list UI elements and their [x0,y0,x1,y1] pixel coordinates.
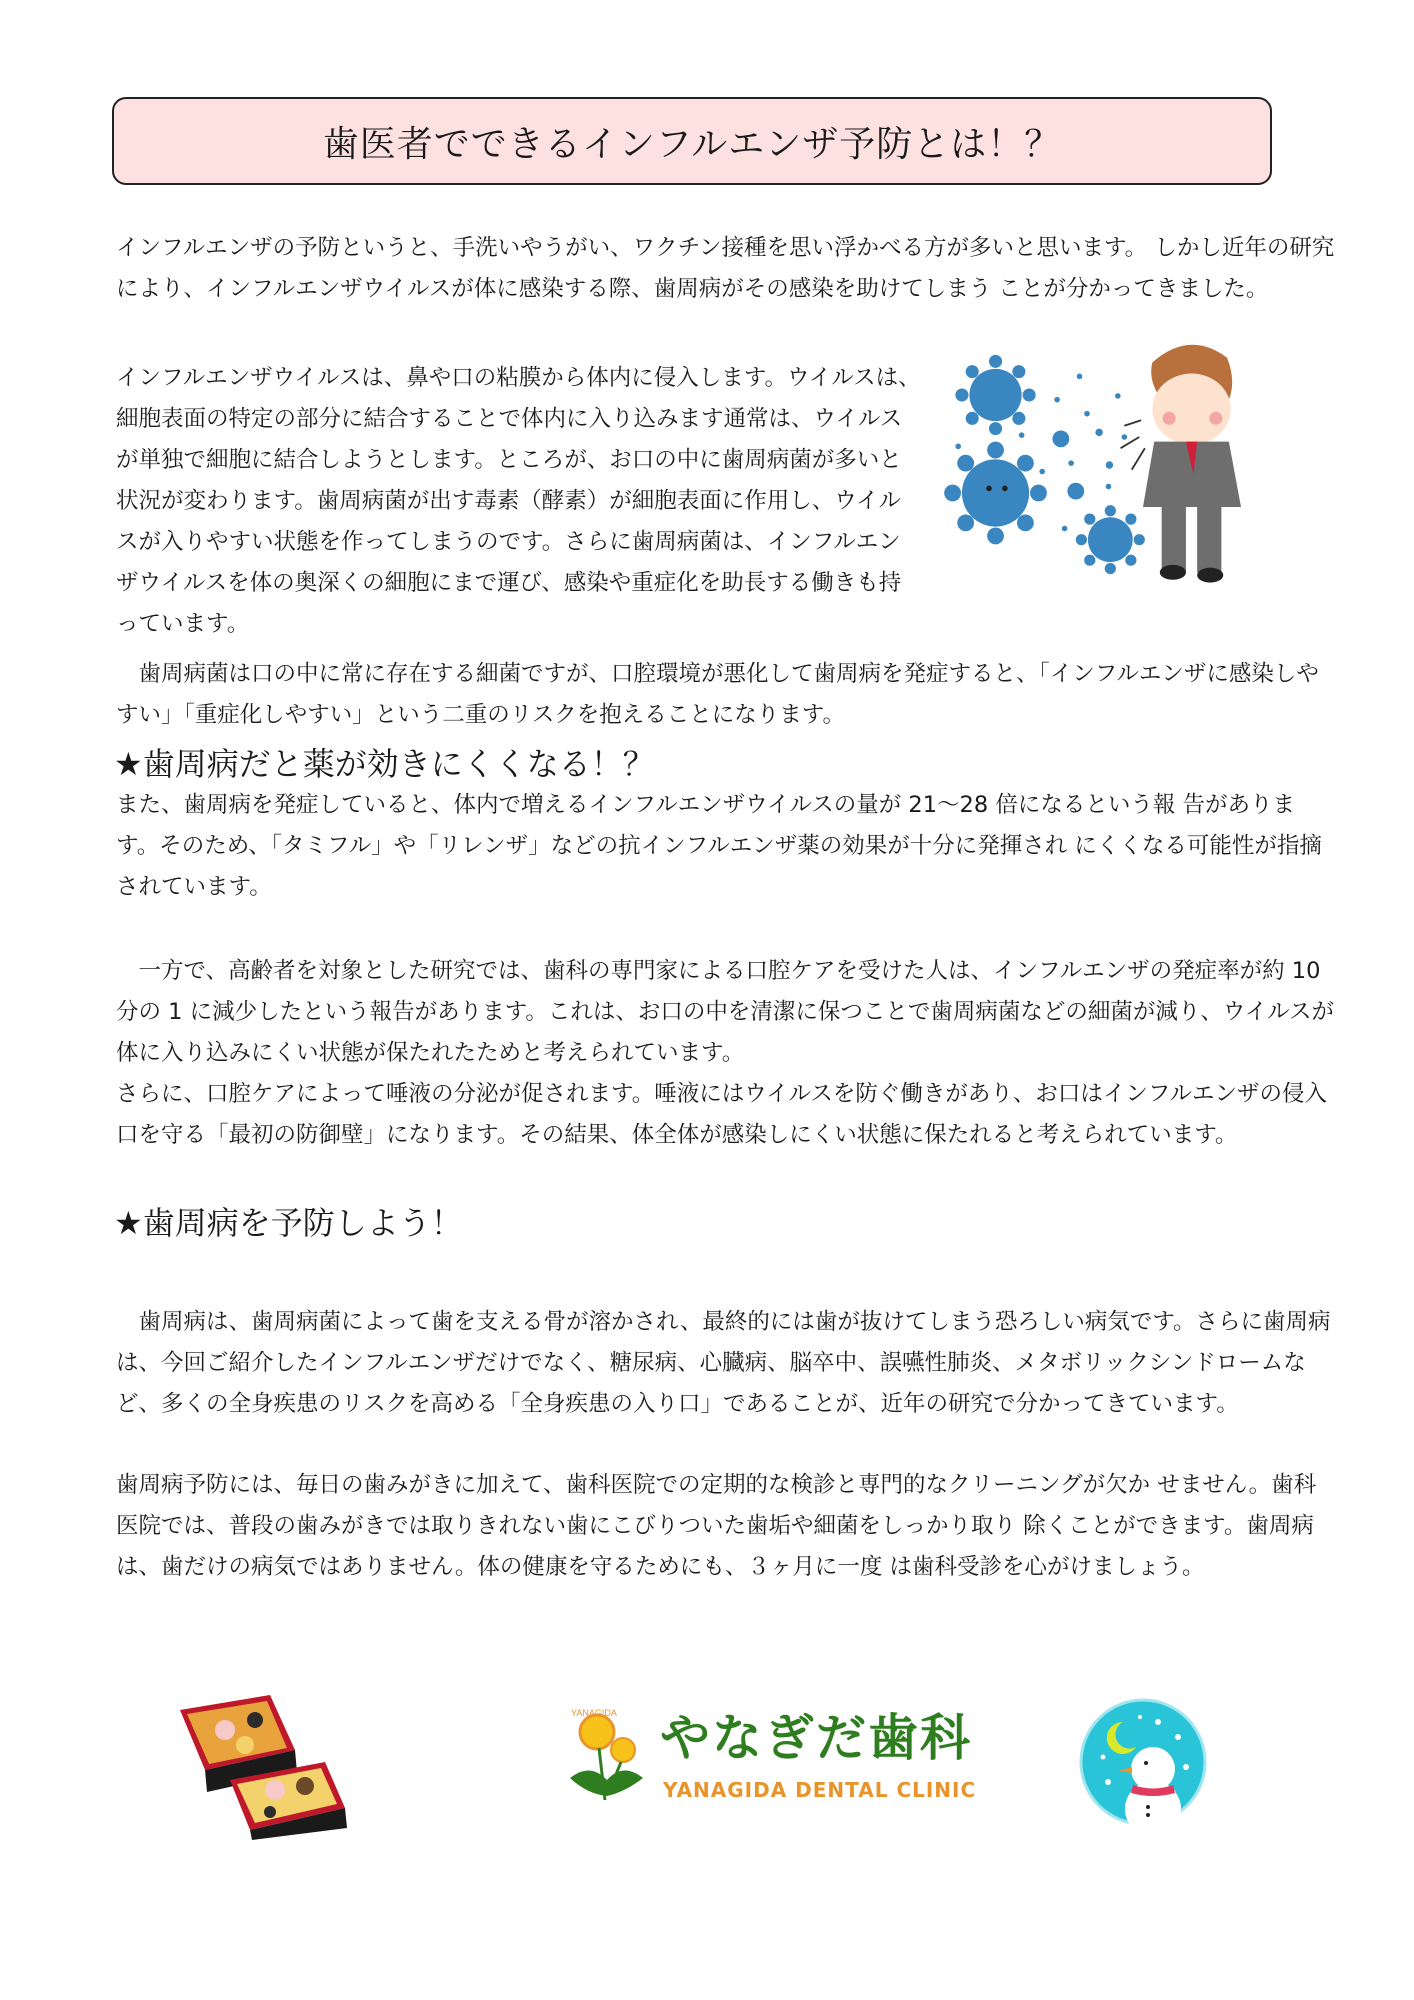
dental-clinic-logo [565,1700,977,1810]
logo-tooth-char: 歯 [868,1709,920,1767]
page-title: 歯医者でできるインフルエンザ予防とは！？ [322,123,1062,165]
section-heading-medicine: ★歯周病だと薬が効きにくくなる！？ [114,745,655,783]
svg-text:YANAGIDA: YANAGIDA [571,1708,617,1718]
mechanism-paragraph: インフルエンザウイルスは、鼻や口の粘膜から体内に侵入します。ウイルスは、細胞表面の特定の部分に結合することで体内に入り込みます通常は、ウイルスが単独で細胞に結合しようとします。ところが、お口の中に歯周病菌が多いと状況が変わります。歯周病菌が出す毒素（酵素）が細胞表面に作用し、ウイルスが入りやすい状態を作ってしまうのです。さらに歯周病菌は、インフルエンザウイルスを体の奥深くの細胞にまで運び、感染や重症化を助長する働きも持っています。 [116,365,921,637]
medicine-paragraph: また、歯周病を発症していると、体内で増えるインフルエンザウイルスの量が 21～28 倍になるという報 告があります。そのため、「タミフル」や「リレンザ」などの抗インフルエンザ薬の効果が十分に発揮され にくくなる可能性が指摘されています。 [116,792,1322,900]
snowman-illustration [1078,1697,1208,1827]
section-heading-prevention: ★歯周病を予防しよう！ [114,1204,463,1242]
prevention-paragraph: 歯周病予防には、毎日の歯みがきに加えて、歯科医院での定期的な検診と専門的なクリーニングが欠か せません。歯科医院では、普段の歯みがきでは取りきれない歯にこびりついた歯垢や細菌をしっかり取り 除くことができます。歯周病は、歯だけの病気ではありません。体の健康を守るためにも、３ヶ月に一度 は歯科受診を心がけましょう。 [116,1472,1317,1580]
osechi-box-illustration [175,1690,350,1840]
logo-japanese-name: やなぎだ [660,1709,868,1767]
periodontal-paragraph: 歯周病は、歯周病菌によって歯を支える骨が溶かされ、最終的には歯が抜けてしまう恐ろしい病気です。さらに歯周病は、今回ご紹介したインフルエンザだけでなく、糖尿病、心臓病、脳卒中、誤嚥性肺炎、メタボリックシンドロームなど、多くの全身疾患のリスクを高める「全身疾患の入り口」であることが、近年の研究で分かってきています。 [116,1309,1331,1417]
intro-paragraph: インフルエンザの予防というと、手洗いやうがい、ワクチン接種を思い浮かべる方が多いと思います。 しかし近年の研究により、インフルエンザウイルスが体に感染する際、歯周病がその感染を助けてしまう ことが分かってきました。 [116,235,1335,302]
logo-ka-char: 科 [920,1709,972,1767]
title-box [112,97,1272,185]
virus-sneeze-illustration [930,325,1300,605]
elderly-study-paragraph: 一方で、高齢者を対象とした研究では、歯科の専門家による口腔ケアを受けた人は、インフルエンザの発症率が約 10 分の 1 に減少したという報告があります。これは、お口の中を清潔に保つことで歯周病菌などの細菌が減り、ウイルスが体に入り込みにくい状態が保たれたためと考えられています。 [116,958,1334,1066]
risk-paragraph: 歯周病菌は口の中に常に存在する細菌ですが、口腔環境が悪化して歯周病を発症すると、「インフルエンザに感染しやすい」「重症化しやすい」という二重のリスクを抱えることになります。 [116,661,1319,728]
saliva-paragraph: さらに、口腔ケアによって唾液の分泌が促されます。唾液にはウイルスを防ぐ働きがあり、お口はインフルエンザの侵入口を守る「最初の防御壁」になります。その結果、体全体が感染しにくい状態に保たれると考えられています。 [116,1081,1327,1148]
logo-english-name: YANAGIDA DENTAL CLINIC [663,1778,977,1802]
